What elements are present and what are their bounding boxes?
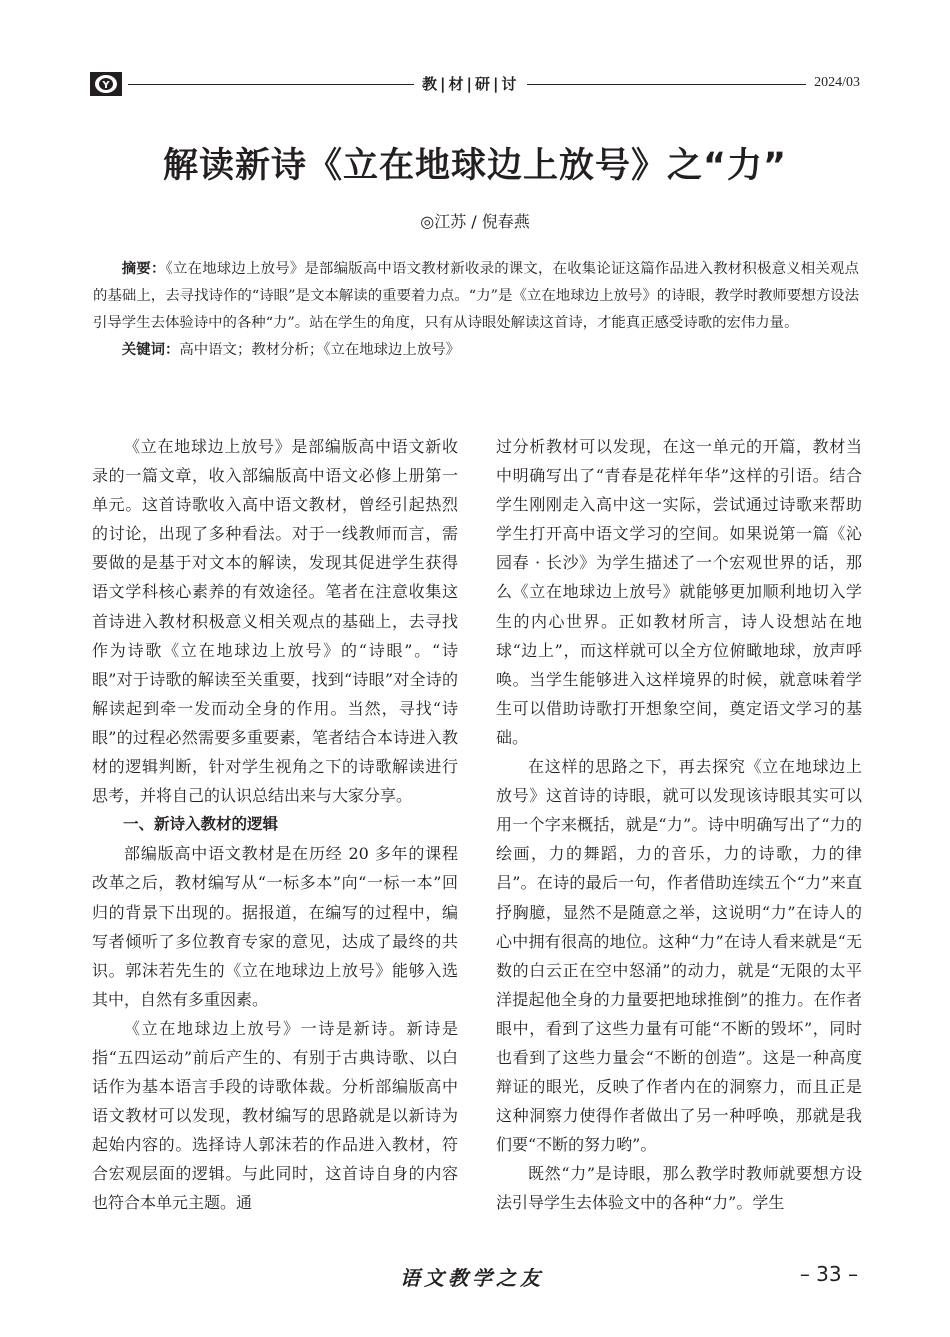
author-line: ◎江苏 / 倪春燕 [420,212,530,231]
body-paragraph: 《立在地球边上放号》是部编版高中语文新收录的一篇文章，收入部编版高中语文必修上册第一单元。这首诗歌收入高中语文教材，曾经引起热烈的讨论，出现了多种看法。对于一线教师而言，需要做的是基于对文本的解读，发现其促进学生获得语文学科核心素养的有效途径。笔者在注意收集这首诗进入教材积极意义相关观点的基础上，去寻找作为诗歌《立在地球边上放号》的“诗眼”。“诗眼”对于诗歌的解读至关重要，找到“诗眼”对全诗的解读起到牵一发而动全身的作用。当然，寻找“诗眼”的过程必然需要多重要素，笔者结合本诗进入教材的逻辑判断，针对学生视角之下的诗歌解读进行思考，并将自己的认识总结出来与大家分享。 [92,437,458,806]
keywords-label: 关键词： [121,342,180,358]
keywords-text: 高中语文；教材分析；《立在地球边上放号》 [179,342,460,358]
abstract-label: 摘要： [121,261,166,277]
body-paragraph: 既然“力”是诗眼，那么教学时教师就要想方设法引导学生去体验文中的各种“力”。学生 [496,1164,862,1213]
abstract-block [93,256,859,364]
page-number: – 33 – [799,1262,858,1286]
keywords-paragraph [93,337,859,364]
abstract-text: 《立在地球边上放号》是部编版高中语文教材新收录的课文，在收集论证这篇作品进入教材积极意义相关观点的基础上，去寻找诗作的“诗眼”是文本解读的重要着力点。“力”是《立在地球边上放号》的诗眼，教学时教师要想方设法引导学生去体验诗中的各种“力”。站在学生的角度，只有从诗眼处解读这首诗，才能真正感受诗歌的宏伟力量。 [93,261,859,331]
journal-name: 语文教学之友 [400,1266,544,1290]
body-paragraph: 部编版高中语文教材是在历经 20 多年的课程改革之后，教材编写从“一标多本”向“一标一本”回归的背景下出现的。据报道，在编写的过程中，编写者倾听了多位教育专家的意见，达成了最终的共识。郭沫若先生的《立在地球边上放号》能够入选其中，自然有多重因素。 [92,844,458,1009]
abstract-paragraph [93,256,859,337]
body-paragraph: 在这样的思路之下，再去探究《立在地球边上放号》这首诗的诗眼，就可以发现该诗眼其实可以用一个字来概括，就是“力”。诗中明确写出了“力的绘画，力的舞蹈，力的音乐，力的诗歌，力的律吕”。在诗的最后一句，作者借助连续五个“力”来直抒胸臆，显然不是随意之举，这说明“力”在诗人的心中拥有很高的地位。这种“力”在诗人看来就是“无数的白云正在空中怒涌”的动力，就是“无限的太平洋提起他全身的力量要把地球推倒”的推力。在作者眼中，看到了这些力量有可能“不断的毁坏”，同时也看到了这些力量会“不断的创造”。这是一种高度辩证的眼光，反映了作者内在的洞察力，而且正是这种洞察力使得作者做出了另一种呼唤，那就是我们要“不断的努力哟”。 [496,757,862,1155]
body-column-left [92,432,458,1218]
issue-number: 2024/03 [806,75,860,91]
running-header [90,72,860,98]
body-paragraph: 《立在地球边上放号》一诗是新诗。新诗是指“五四运动”前后产生的、有别于古典诗歌、以白话作为基本语言手段的诗歌体裁。分析部编版高中语文教材可以发现，教材编写的思路就是以新诗为起始内容的。选择诗人郭沫若的作品进入教材，符合宏观层面的逻辑。与此同时，这首诗自身的内容也符合本单元主题。通 [92,1018,458,1213]
body-column-right [496,432,862,1218]
body-paragraph-continued: 过分析教材可以发现，在这一单元的开篇，教材当中明确写出了“青春是花样年华”这样的引语。结合学生刚刚走入高中这一实际，尝试通过诗歌来帮助学生打开高中语文学习的空间。如果说第一篇《沁园春 · 长沙》为学生描述了一个宏观世界的话，那么《立在地球边上放号》就能够更加顺利地切入学生的内心世界。正如教材所言，诗人设想站在地球“边上”，而这样就可以全方位俯瞰地球，放声呼唤。当学生能够进入这样境界的时候，就意味着学生可以借助诗歌打开想象空间，奠定语文学习的基础。 [496,437,862,747]
section-name: 教|材|研|讨 [414,73,527,94]
journal-logo-icon [90,72,122,96]
logo-mark: Y [102,80,110,91]
section-heading: 一、新诗入教材的逻辑 [123,815,279,834]
article-title: 解读新诗《立在地球边上放号》之“力” [162,146,787,186]
